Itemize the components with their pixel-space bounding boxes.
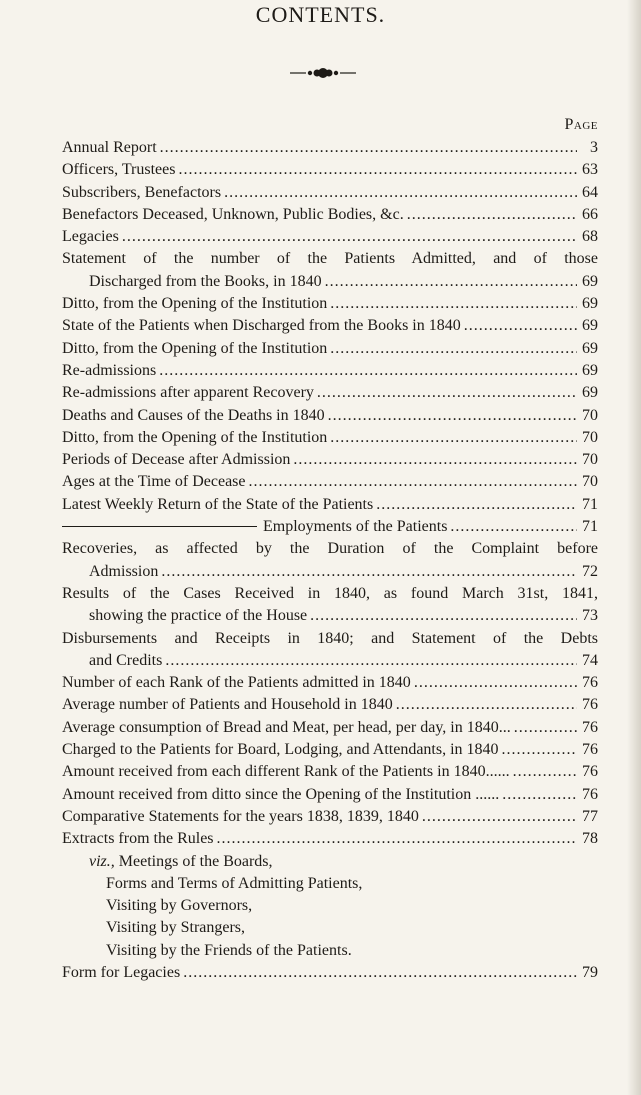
rules-sublist-item: Visiting by Strangers,	[106, 919, 246, 937]
contents-list	[62, 137, 598, 984]
page-edge-shadow	[627, 0, 641, 1095]
rules-sublist-first: viz., Meetings of the Boards,	[89, 852, 273, 870]
toc-entry[interactable]: Number of each Rank of the Patients admitted in 1840 ..... 76	[62, 672, 598, 694]
rules-sublist-item: Forms and Terms of Admitting Patients,	[106, 874, 363, 892]
toc-entry[interactable]: Employments of the Patients ..... 71	[62, 516, 598, 538]
toc-entry[interactable]: Amount received from ditto since the Opening of the Institution ...... ..... 76	[62, 784, 598, 806]
ditto-rule	[62, 526, 257, 527]
toc-entry-multiline[interactable]: Recoveries, as affected by the Duration of the Complaint before Admission ..... 72	[62, 538, 598, 583]
rules-sublist-item: Visiting by the Friends of the Patients.	[106, 941, 352, 959]
toc-entry[interactable]: Average consumption of Bread and Meat, per head, per day, in 1840... ..... 76	[62, 717, 598, 739]
toc-entry-multiline[interactable]: Results of the Cases Received in 1840, as found March 31st, 1841, showing the practice of the House ..... 73	[62, 583, 598, 628]
toc-entry[interactable]: Re-admissions after apparent Recovery ..... 69	[62, 382, 598, 404]
page-title: CONTENTS.	[255, 2, 386, 27]
toc-entry-multiline[interactable]: Disbursements and Receipts in 1840; and Statement of the Debts and Credits ..... 74	[62, 628, 598, 673]
ornament-divider-icon	[288, 66, 358, 80]
toc-entry[interactable]: Deaths and Causes of the Deaths in 1840 ..... 70	[62, 405, 598, 427]
toc-entry[interactable]: Comparative Statements for the years 1838, 1839, 1840 ..... 77	[62, 806, 598, 828]
toc-entry[interactable]: Extracts from the Rules ..... 78	[62, 828, 598, 850]
toc-entry[interactable]: Subscribers, Benefactors ..... 64	[62, 182, 598, 204]
toc-entry[interactable]: Annual Report ..... 3	[62, 137, 598, 159]
toc-entry[interactable]: Periods of Decease after Admission ..... 70	[62, 449, 598, 471]
toc-entry[interactable]: Ditto, from the Opening of the Institution ..... 69	[62, 338, 598, 360]
toc-entry[interactable]: Officers, Trustees ..... 63	[62, 159, 598, 181]
toc-entry[interactable]: Amount received from each different Rank of the Patients in 1840...... ..... 76	[62, 761, 598, 783]
toc-entry[interactable]: Ditto, from the Opening of the Institution ..... 70	[62, 427, 598, 449]
toc-entry[interactable]: Average number of Patients and Household in 1840 ..... 76	[62, 694, 598, 716]
toc-entry[interactable]: Re-admissions ..... 69	[62, 360, 598, 382]
toc-entry-multiline[interactable]: Statement of the number of the Patients Admitted, and of those Discharged from the Books, in 1840 ..... 69	[62, 248, 598, 293]
toc-entry[interactable]: Legacies ..... 68	[62, 226, 598, 248]
toc-entry[interactable]: Charged to the Patients for Board, Lodging, and Attendants, in 1840 ..... 76	[62, 739, 598, 761]
toc-entry[interactable]: Benefactors Deceased, Unknown, Public Bodies, &c. ..... 66	[62, 204, 598, 226]
toc-entry[interactable]: Ditto, from the Opening of the Institution ..... 69	[62, 293, 598, 315]
toc-entry[interactable]: Ages at the Time of Decease ..... 70	[62, 471, 598, 493]
page-column-label: Page	[564, 116, 598, 133]
toc-entry[interactable]: Form for Legacies ..... 79	[62, 962, 598, 984]
toc-entry[interactable]: State of the Patients when Discharged from the Books in 1840 ..... 69	[62, 315, 598, 337]
toc-entry[interactable]: Latest Weekly Return of the State of the Patients ..... 71	[62, 494, 598, 516]
rules-sublist-item: Visiting by Governors,	[106, 897, 253, 915]
